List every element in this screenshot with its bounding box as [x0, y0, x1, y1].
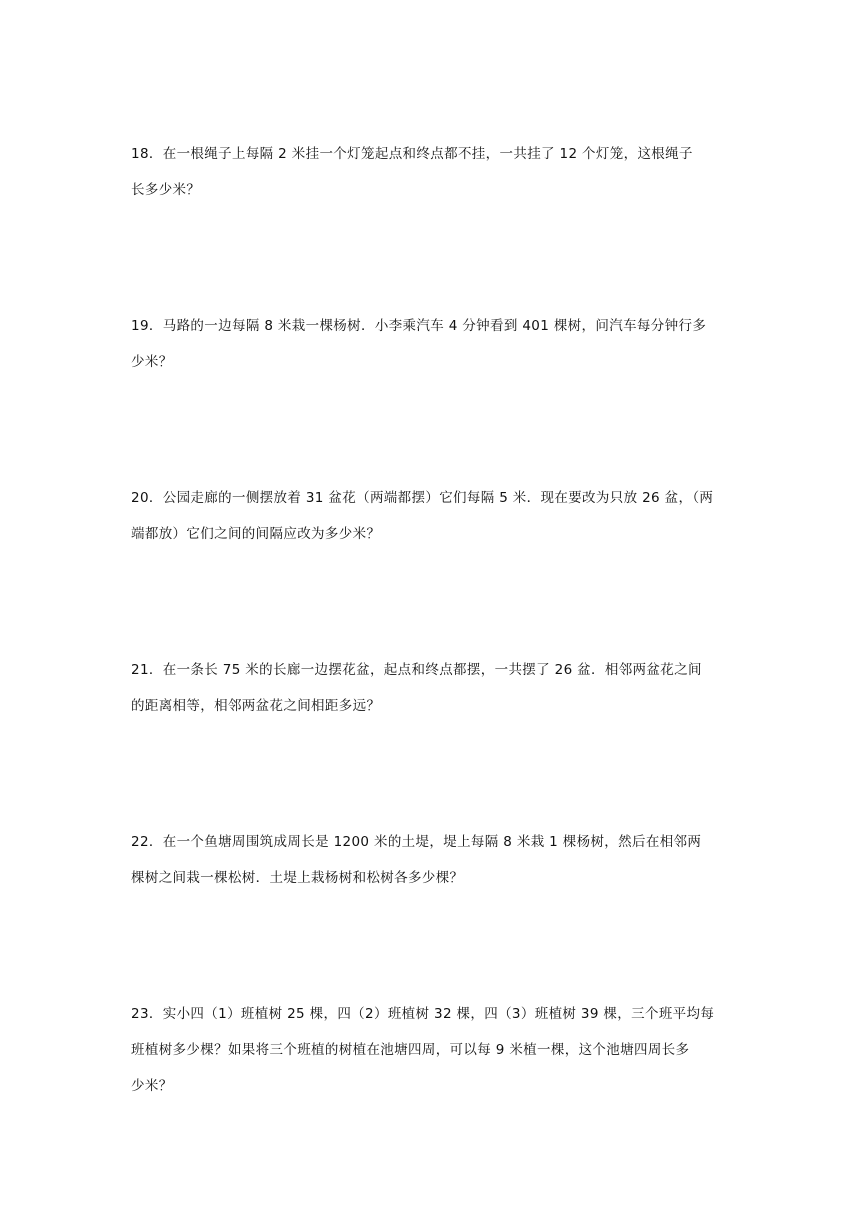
problem-text-line: 棵树之间栽一棵松树．土堤上栽杨树和松树各多少棵？	[131, 870, 464, 886]
problem-20	[131, 490, 731, 543]
problem-21	[131, 662, 731, 715]
problem-text-line: 班植树多少棵？如果将三个班植的树植在池塘四周，可以每 9 米植一棵，这个池塘四周长多	[131, 1042, 690, 1058]
problem-text-line: 18．在一根绳子上每隔 2 米挂一个灯笼起点和终点都不挂，一共挂了 12 个灯笼，这根绳子	[131, 146, 693, 162]
problem-text-line: 20．公园走廊的一侧摆放着 31 盆花（两端都摆）它们每隔 5 米．现在要改为只放 26 盆，（两	[131, 490, 714, 506]
problem-text-line: 长多少米？	[131, 182, 201, 198]
problem-text-line: 23．实小四（1）班植树 25 棵，四（2）班植树 32 棵，四（3）班植树 39 棵，三个班平均每	[131, 1006, 715, 1022]
problem-text-line: 少米？	[131, 1078, 173, 1094]
problem-text-line: 的距离相等，相邻两盆花之间相距多远？	[131, 698, 381, 714]
problem-text-line: 21．在一条长 75 米的长廊一边摆花盆，起点和终点都摆，一共摆了 26 盆．相邻两盆花之间	[131, 662, 702, 678]
problem-23	[131, 1006, 731, 1095]
problem-text-line: 端都放）它们之间的间隔应改为多少米？	[131, 526, 381, 542]
problem-22	[131, 834, 731, 887]
problem-text-line: 19．马路的一边每隔 8 米栽一棵杨树．小李乘汽车 4 分钟看到 401 棵树，问汽车每分钟行多	[131, 318, 707, 334]
problem-text-line: 22．在一个鱼塘周围筑成周长是 1200 米的土堤，堤上每隔 8 米栽 1 棵杨树，然后在相邻两	[131, 834, 702, 850]
problem-18	[131, 146, 731, 199]
problem-text-line: 少米？	[131, 354, 173, 370]
problem-19	[131, 318, 731, 371]
